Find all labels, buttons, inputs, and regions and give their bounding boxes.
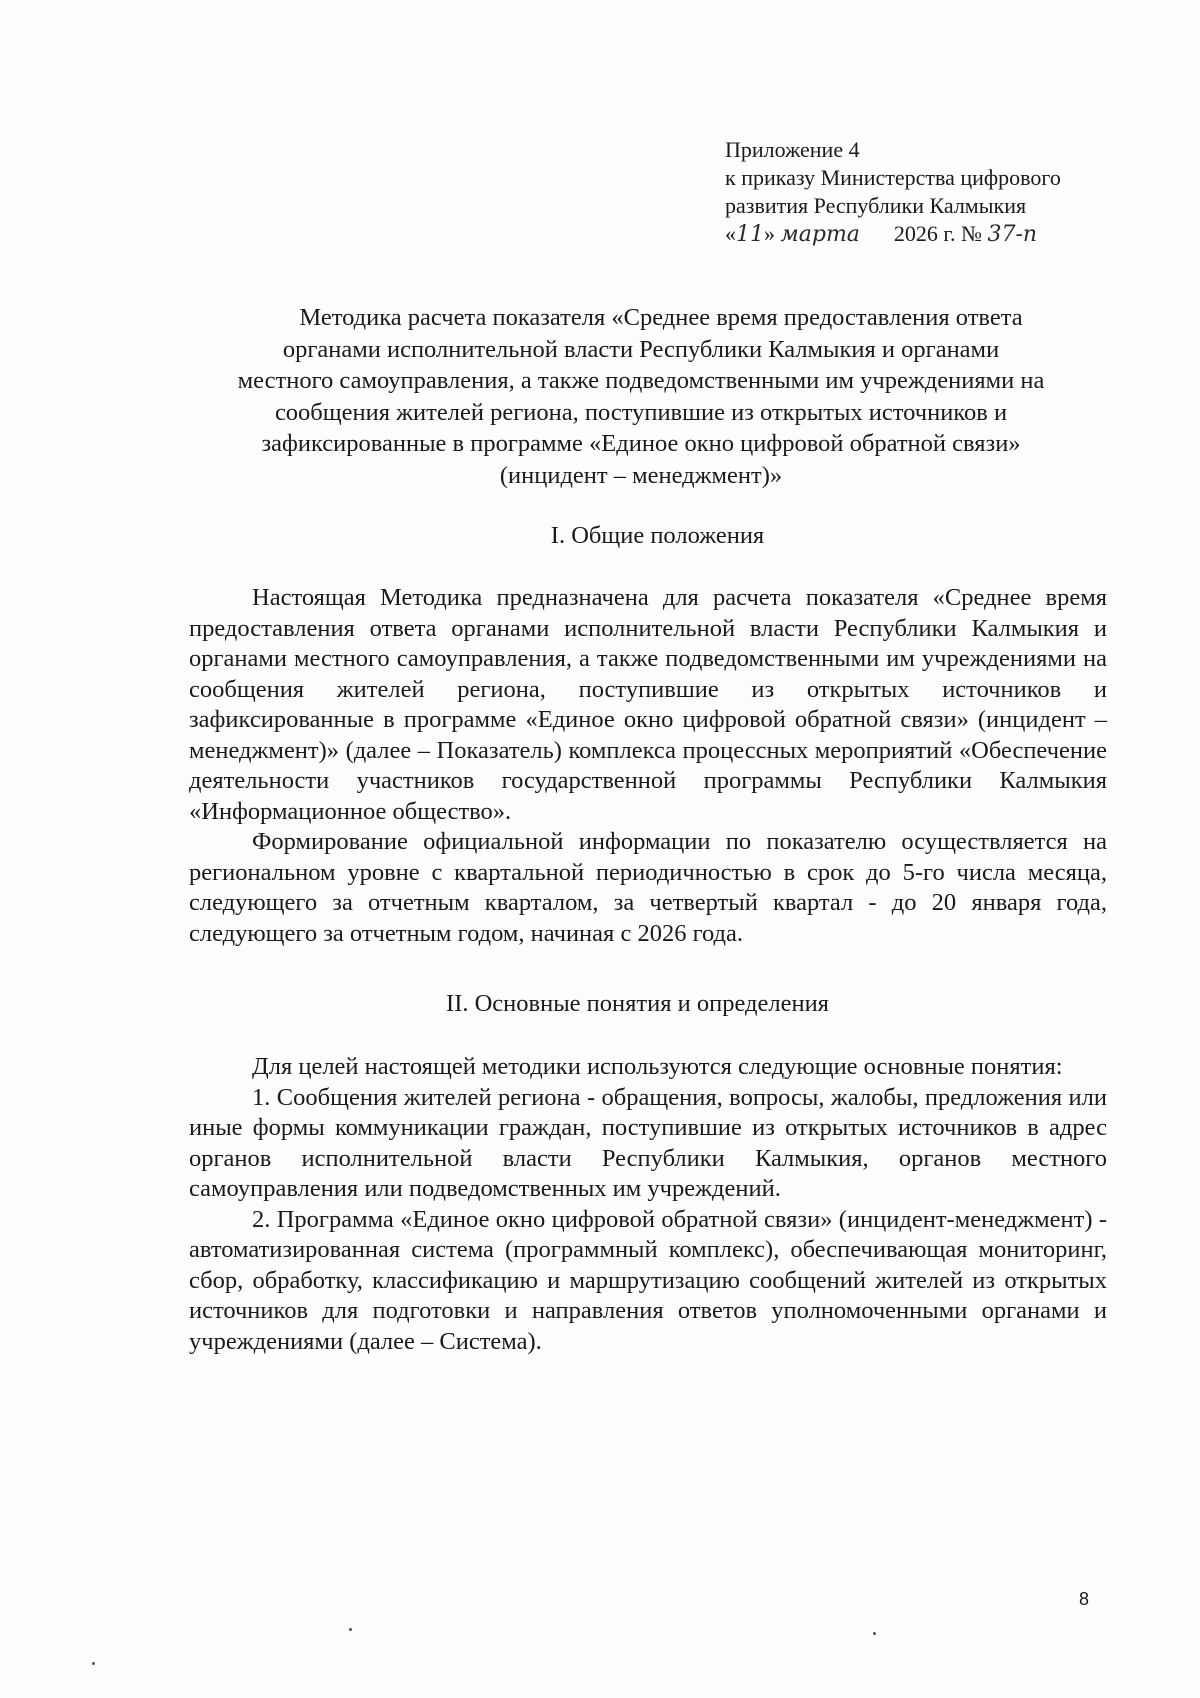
document-title <box>175 302 1107 491</box>
section-general-body <box>189 583 1107 949</box>
scan-speck <box>349 1628 352 1631</box>
title-line: зафиксированные в программе «Единое окно цифровой обратной связи» <box>261 430 1021 457</box>
title-line: сообщения жителей региона, поступившие из открытых источников и <box>274 398 1008 426</box>
appendix-order-line: к приказу Министерства цифрового <box>725 165 1061 190</box>
title-line: местного самоуправления, а также подведомственными им учреждениями на <box>237 367 1045 394</box>
appendix-header <box>725 136 1061 249</box>
paragraph: Для целей настоящей методики используются следующие основные понятия: <box>252 1053 1063 1080</box>
paragraph: Настоящая Методика предназначена для расчета показателя «Среднее время предоставления ответа органами исполнительной власти Республики Калмыкия и органами местного самоуправления, а также подведомственными им учреждениями на сообщения жителей региона, поступившие из открытых источников и зафиксированные в программе «Единое окно цифровой обратной связи» (инцидент – менеджмент)» (далее – Показатель) комплекса процессных мероприятий «Обеспечение деятельности участников государственной программы Республики Калмыкия «Информационное общество». <box>189 584 1107 825</box>
handwritten-day: 11 <box>736 222 764 247</box>
handwritten-month: марта <box>780 222 860 247</box>
scan-speck <box>92 1662 95 1665</box>
handwritten-order-number: 37-п <box>987 222 1038 247</box>
definition-item: 2. Программа «Единое окно цифровой обратной связи» (инцидент-менеджмент) - автоматизированная система (программный комплекс), обеспечивающая мониторинг, сбор, обработку, классификацию и маршрутизацию сообщений жителей из открытых источников для подготовки и направления ответов уполномоченными органами и учреждениями (далее – Система). <box>189 1205 1107 1355</box>
title-line: (инцидент – менеджмент)» <box>499 461 783 489</box>
appendix-title: Приложение 4 <box>725 137 860 162</box>
title-line: Методика расчета показателя «Среднее время предоставления ответа <box>299 304 1023 331</box>
date-quote-close: » <box>764 221 775 246</box>
scan-speck <box>873 1632 876 1635</box>
appendix-ministry-line: развития Республики Калмыкия <box>725 193 1027 218</box>
date-quote-open: « <box>725 221 736 246</box>
appendix-date-line <box>725 220 1061 249</box>
section-heading-general: I. Общие положения <box>550 522 765 549</box>
section-definitions-body <box>189 1052 1107 1357</box>
title-line: органами исполнительной власти Республики Калмыкия и органами <box>282 335 1000 363</box>
paragraph: Формирование официальной информации по показателю осуществляется на региональном уровне с квартальной периодичностью в срок до 5-го числа месяца, следующего за отчетным кварталом, за четвертый квартал - до 20 января года, следующего за отчетным годом, начиная с 2026 года. <box>189 828 1107 947</box>
definition-item: 1. Сообщения жителей региона - обращения, вопросы, жалобы, предложения или иные формы коммуникации граждан, поступившие из открытых источников в адрес органов исполнительной власти Республики Калмыкия, органов местного самоуправления или подведомственных им учреждений. <box>189 1083 1107 1202</box>
section-heading-definitions: II. Основные понятия и определения <box>446 990 829 1017</box>
page-number: 8 <box>1079 1589 1090 1609</box>
order-year-label: 2026 г. № <box>893 221 982 246</box>
